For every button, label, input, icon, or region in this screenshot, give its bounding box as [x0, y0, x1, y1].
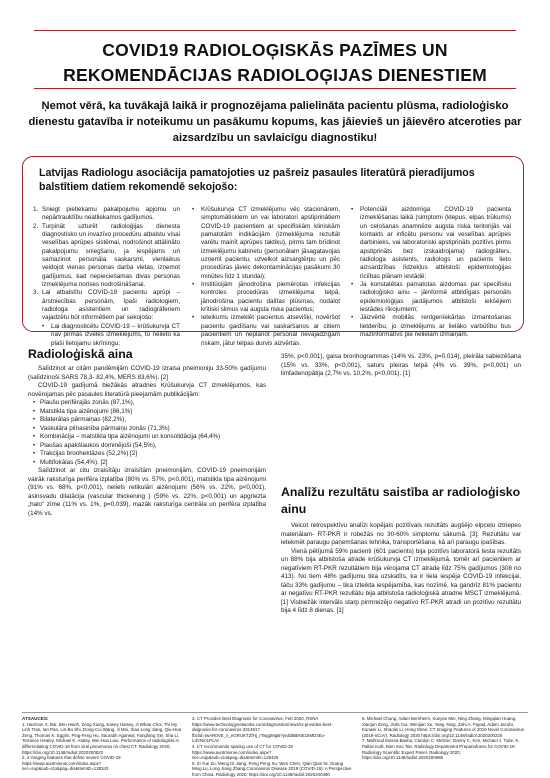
paragraph: Salīdzinot ar citām pandēmijām COVID-19 izraisa pneimoniju 33-50% gadījumu (salīdzinoši SARS 78,3- 82,4%, MERS 83,6%). [2] — [28, 365, 266, 381]
list-item: • Trakcijas bronhektāzes (52,2%) [2] — [33, 450, 138, 457]
recommendation-item: • Institūcijām jānodrošina piemērotas infekcijas kontroles procedūras izmeklējuma telpā, jānodrošina pacientu dalītas plūsmas, nodalot krītiski slimus vai augsta riska pacientus; — [192, 281, 340, 314]
reference-item: 3. CT Provides Best Diagnosis for Coronavirus, Feb 2020, RSNA https://www.technologynetworks.com/diagnostics/news/ct-provides-best-diagnosis-for-coronavirus-331491?fbclid=IwAR0VE_n_eGRUKTZfHj_rTwgpMgBYjeddBBINE15MD4Ex-LdVNm1PcAc — [192, 716, 333, 744]
reference-item: 4. CT recommends sparing use of CT for COVID-19 https://www.auntminnie.com/index.aspx?sec=sup&sub=cto&pag=dis&ItemID=128426 — [192, 743, 293, 761]
references-label: ATSAUCES: — [22, 716, 49, 721]
paragraph: 35%, p<0,001), gaisa bronhogrammas (14% vs. 23%, p=0,014), pleirāla sabiezēšana (15% vs. 33%, p<0,001), saturs pleiras telpā (4% vs. 39%, p<0,001) un limfadenopātija (2,7% vs. 10,2%, p<0,001). [1] — [281, 353, 521, 377]
recommendation-item: • Jāizvērtē mobilās rentgenīekārtas izmantošanas lietderību, jo izmeklējums ar lielāko varbūtību bus mazinformatīvs pie nelielām izmaiņām. — [351, 314, 511, 339]
recommendations-col-1 — [33, 206, 180, 348]
section-heading-analysis-results: Analīžu rezultātu saistība ar radioloģisko ainu — [281, 485, 521, 516]
list-item: • Vaskulāra pilnasinība pārmaiņu zonās (71,3%) — [33, 424, 170, 432]
recommendation-item: 1. Sniegt pietiekamu pakalpojumu apjomu un nepārtrauktību neatliekamos gadījumos. — [33, 206, 180, 222]
poster-subtitle: Ņemot vērā, ka tuvākajā laikā ir prognozējama palielināta pacientu plūsma, radioloģisko dienestu gatavība ir noteikumu un pasākumu kopums, kas jāievieš un jāievēro atceroties par aizsardzību un savlaicīgu diagnostiku! — [28, 100, 522, 144]
recommendation-item: 3. Lai atbalstītu COVID-19 pacientu aprūpi – ārstniecības personām, īpaši radiologiem, radiologa asistentiem un radiogrāferiem vajadzētu būt informētiem par sekojošo: — [33, 289, 180, 322]
list-item: • Plaušu perifērajās zonās (87,1%), — [33, 399, 135, 406]
recommendations-heading: Latvijas Radiologu asociācija pamatojoties uz pašreiz pasaules literatūrā pieradījumos balstītiem datiem rekomendē sekojošo: — [39, 167, 475, 193]
paragraph: Vienā pētījumā 59% pacienti (601 pacients) bija pozitīvs laboratorā testa rezultāts un 88% bija atbilstoša atrade krūšukurvja CT izmeklējumā, tomēr arī pacientiem ar negatīviem RT-PKR rezultātiem bija vērojama CT atrade līdz 75% gadījumos (308 no 413). No tiem 48% gadījumu tika uzskatīts, ka ir liela iespēja COVID-19 infekcijai, tāču 33% gadījumu – tika izteikta iespējamība, kas nozīmē, ka gandrīz 81% pacientu ar negatīvu RT-PKR rezultātu bija atbilstoša radioloģiskā atradne MSCT izmeklējumā. [1] Visbiežāk intervāls starp pirmreizējo negatīvo RT-PKR atradi un pozitīvu rezultātu bija 4 līdz 8 dienas. [1] — [281, 547, 521, 614]
section-heading-radiological-picture: Radioloģiskā aina — [28, 347, 133, 361]
recommendation-item: • Ja konstatētas pamatotas aizdomas par specifisku radioloģisko ainu – jāinformē atbildīgais personāls epidemioloģijas jautājumos atbilstoši iekšējiem iestādes rīkojumiem; — [351, 281, 511, 314]
list-item: • Plaušas apakšlaukos dominējoši (54,5%), — [33, 441, 157, 449]
section2-body — [281, 522, 521, 616]
recommendation-subitem: • Lai diagnosticētu COVID-19 – krūšukurvja CT nav pirmās izvēles izmeklējums, to nelieto kā plaši lietojamu skrīningu; — [42, 322, 180, 347]
top-rule — [34, 30, 516, 31]
recommendations-col-3 — [351, 206, 511, 340]
list-item: • Multifokālas (54,4%). [2] — [33, 458, 108, 466]
title-rule — [34, 88, 516, 89]
recommendation-item: • Potenciāli aizdomīga COVID-19 pacienta izmeklēšanas laikā (simptomi (klepus, elpas trūkums) un ceļošanas anamnēze augsta riska teritorijās vai kontakts ar inficētu personu vai veselības aprūpes darbinieks, vai laboratoriski apstiprināts pozitīvs pirms apstiprināts bez izskaidrojama) radiogrāfers, radiologa asistents, radiologs un pacients lieto aizsardzības līdzekļus atbilstoši epidemioloģijas riciības plānam iestādē; — [351, 206, 511, 280]
section1-body — [28, 365, 266, 518]
findings-list — [28, 399, 266, 467]
paragraph: Veicot retrospektīvu analīzi kopējais pozitīvais rezultāts augšējo elpceļu iztriepes materiālam- RT-PKR ir robežās no 30-60% simptomu sākumā. [3]. Rezultātu var ietekmēt paraugu paņemšanas tehnika, transportēšana, kā arī paraugu ipašības. — [281, 522, 521, 546]
recommendation-item: 2. Turpināt uzturēt radioloģijas dienesta diagnostisko un invazīvo procedūru atbalstu visai veselības aprūpes sistēmai, nodrošinot attālināto pakalpojumu sniegšanu, ja iespējams un samazinot personāla saskarsmi, vienlaikus veidojot vienas personas darba vietas, izņemot gadījumus, kad nepieciešamas divas personas izmeklējuma norises nodrošināšanai. — [33, 222, 180, 289]
references-col-3 — [362, 716, 528, 761]
references-divider — [22, 712, 528, 713]
reference-item: 7. Mahmud Mossa-Basha, Carolyn C. Meltzer, Danny C. Kim, Michael J. Tuite, K. Pallav Kolli, Bien Soo Tan. Radiology Department Preparedness for COVID-19: Radiology Scientific Expert Panel. Radiology 2020; https://doi.org/10.1148/radiol.2020200988 — [362, 738, 520, 761]
paragraph: COVID-19 gadījumā biežākās atradnes Krūšukurvja CT izmeklējumos, kas novērojamas pēc pasaules literatūrā pieejamām publikācijām: — [28, 382, 266, 398]
references-col-2 — [192, 716, 352, 778]
recommendation-item: • Ieteikums izmeklēt pacientus atsevišķi, novēršot pacientu gaidīšanu vai saskaršanos ar citiem pacientiem un neplānot personāl nevajadzīgam riskam, jātur telpas durvis aizvērtas. — [192, 314, 340, 347]
list-item: • Bilaterālas pārmaiņas (82,2%), — [33, 416, 127, 423]
references-col-1 — [22, 716, 182, 772]
recommendations-col-2 — [192, 206, 340, 348]
recommendation-item: • Krūšukurvja CT izmeklējumu vēc stacionārem, simptomātiskiem un vai laboratori apstiprinātiem COVID-19 pacientiem ar specifiskām kliniskām pamatotām indikācijām (izmeklējuma rezultāt varētu mainīt aprūpes taktiku), pirms tam brīdinot izmeklējumu kabinetu (personālam jāsagatavojas uzņemt pacientu, uzvelkot aizsargtērpu un pēc procedūras jāveic dekontaminācijas pasākumi 30 minūtes līdz 1 stundai); — [192, 206, 340, 280]
reference-item: 5. Zi Yue Zu, Meng Di Jiang, Peng Peng Xu, Wen Chen, Qian Qian Ni, Guang Ming Lu, Long Jiang Zhang.Coronavirus Disease 2019 (COVID-19): A Perspective from China. Radiology 2020; https://doi.org/10.1148/radiol.2020200490 — [192, 760, 352, 777]
list-item: • Matstikla tipa aizēnojumi (86,1%) — [33, 407, 133, 415]
reference-item: 6. Michael Chung, Adam Bernheim, Xueyan Mei, Ning Zhang, Mingqian Huang, Xianjun Zeng, Jiufa Cui, Wenjian Xu, Yang Yang, Zahi A. Fayad, Adam Jacobi, Kunwei Li, Shaolin Li, Hong Shan. CT Imaging Features of 2019 Novel Coronavirus (2019-nCoV). Radiology 2020 https://doi.org/10.1148/radiol.2020200230 — [362, 716, 524, 738]
section1-continuation — [281, 353, 521, 379]
reference-item: 1. Harrison X. Bai, Ben Hsieh, Zeng Xiong, Kasey Halsey, Ji Whae Choi, Thi My Linh Tran, Ian Pan, Lin-Bo Shi, Dong-Cui Wang, Ji Mei, Xiao-Long Jiang, Qiu-Hua Zeng, Thomas K. Egglin, Ping-Feng Hu, Saurabh Agarwal, Fangfang Xie, Sha Li, Terrance Healey, Michael K. Atalay, Wei-Hua Liao. Performance of radiologists in differentiating COVID-19 from viral pneumonia on chest CT. Radiology 2020; https://doi.org/10.1148/radiol.2020200823 — [22, 721, 181, 755]
poster-title: COVID19 RADIOLOĢISKĀS PAZĪMES UN REKOMENDĀCIJAS RADIOLOĢIJAS DIENESTIEM — [63, 40, 487, 85]
list-item: • Kombinācija – matstikla tipa aizēnojumi un konsolidācija (64,4%) — [33, 433, 221, 440]
paragraph: Salīdzinot ar citu izraisītāju izraisītām pneimonijām, COVID-19 pneimonijām vairāk raksturīga perifēra izplatība (80% vs. 57%, p<0,001), matstikla tipa aizēnojumi (91% vs. 68%, p<0,001), neliels retikulāri aizēnojumi (56% vs. 22%, p<0,001), asinsvadu dilatācija (vascular thickening ) (59% vs. 22%, p<0,001) un apgriezta „halo" zīme (11% vs. 1%, p=0,039), mazāk raksturīga centrāla un perifēra izplatība (14% vs. — [28, 467, 266, 517]
recommendations-box — [22, 156, 524, 347]
reference-item: 2. 4 imaging features that define severe COVID-19 https://www.auntminnie.com/index.aspx?sec=sup&sub=cto&pag=dis&ItemID=128343 — [22, 755, 121, 772]
